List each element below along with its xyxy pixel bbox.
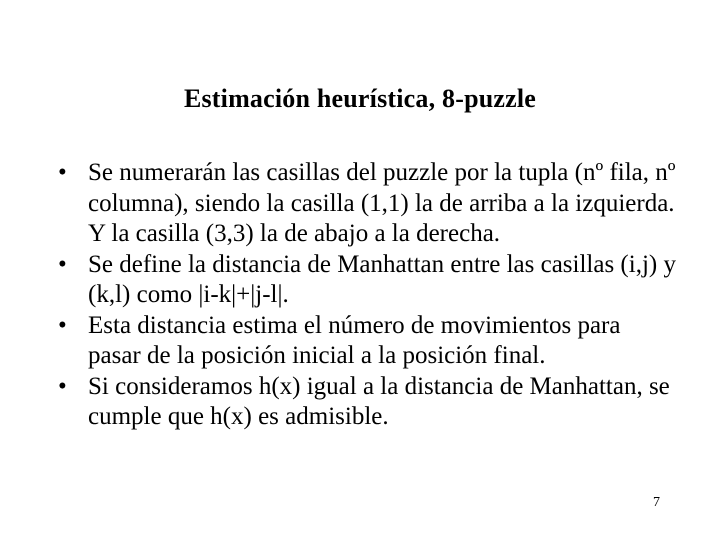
bullet-dot-icon: • [58,250,67,278]
bullet-dot-icon: • [58,311,67,339]
bullet-item [58,372,678,433]
bullet-item [58,250,678,311]
bullet-text: Esta distancia estima el número de movimientos para pasar de la posición inicial a la posición final. [88,311,621,369]
page-number: 7 [653,495,660,510]
bullet-item [58,158,678,250]
bullet-text: Si consideramos h(x) igual a la distancia de Manhattan, se cumple que h(x) es admisible. [88,372,670,430]
bullet-text: Se numerarán las casillas del puzzle por la tupla (nº fila, nº columna), siendo la casilla (1,1) la de arriba a la izquierda. Y la casilla (3,3) la de abajo a la derecha. [88,159,676,247]
bullet-dot-icon: • [58,372,67,400]
bullet-dot-icon: • [58,159,67,186]
bullet-list [58,158,678,433]
bullet-text: Se define la distancia de Manhattan entre las casillas (i,j) y (k,l) como |i-k|+|j-l|. [88,250,676,308]
slide-title: Estimación heurística, 8-puzzle [183,84,537,113]
bullet-item [58,311,678,372]
